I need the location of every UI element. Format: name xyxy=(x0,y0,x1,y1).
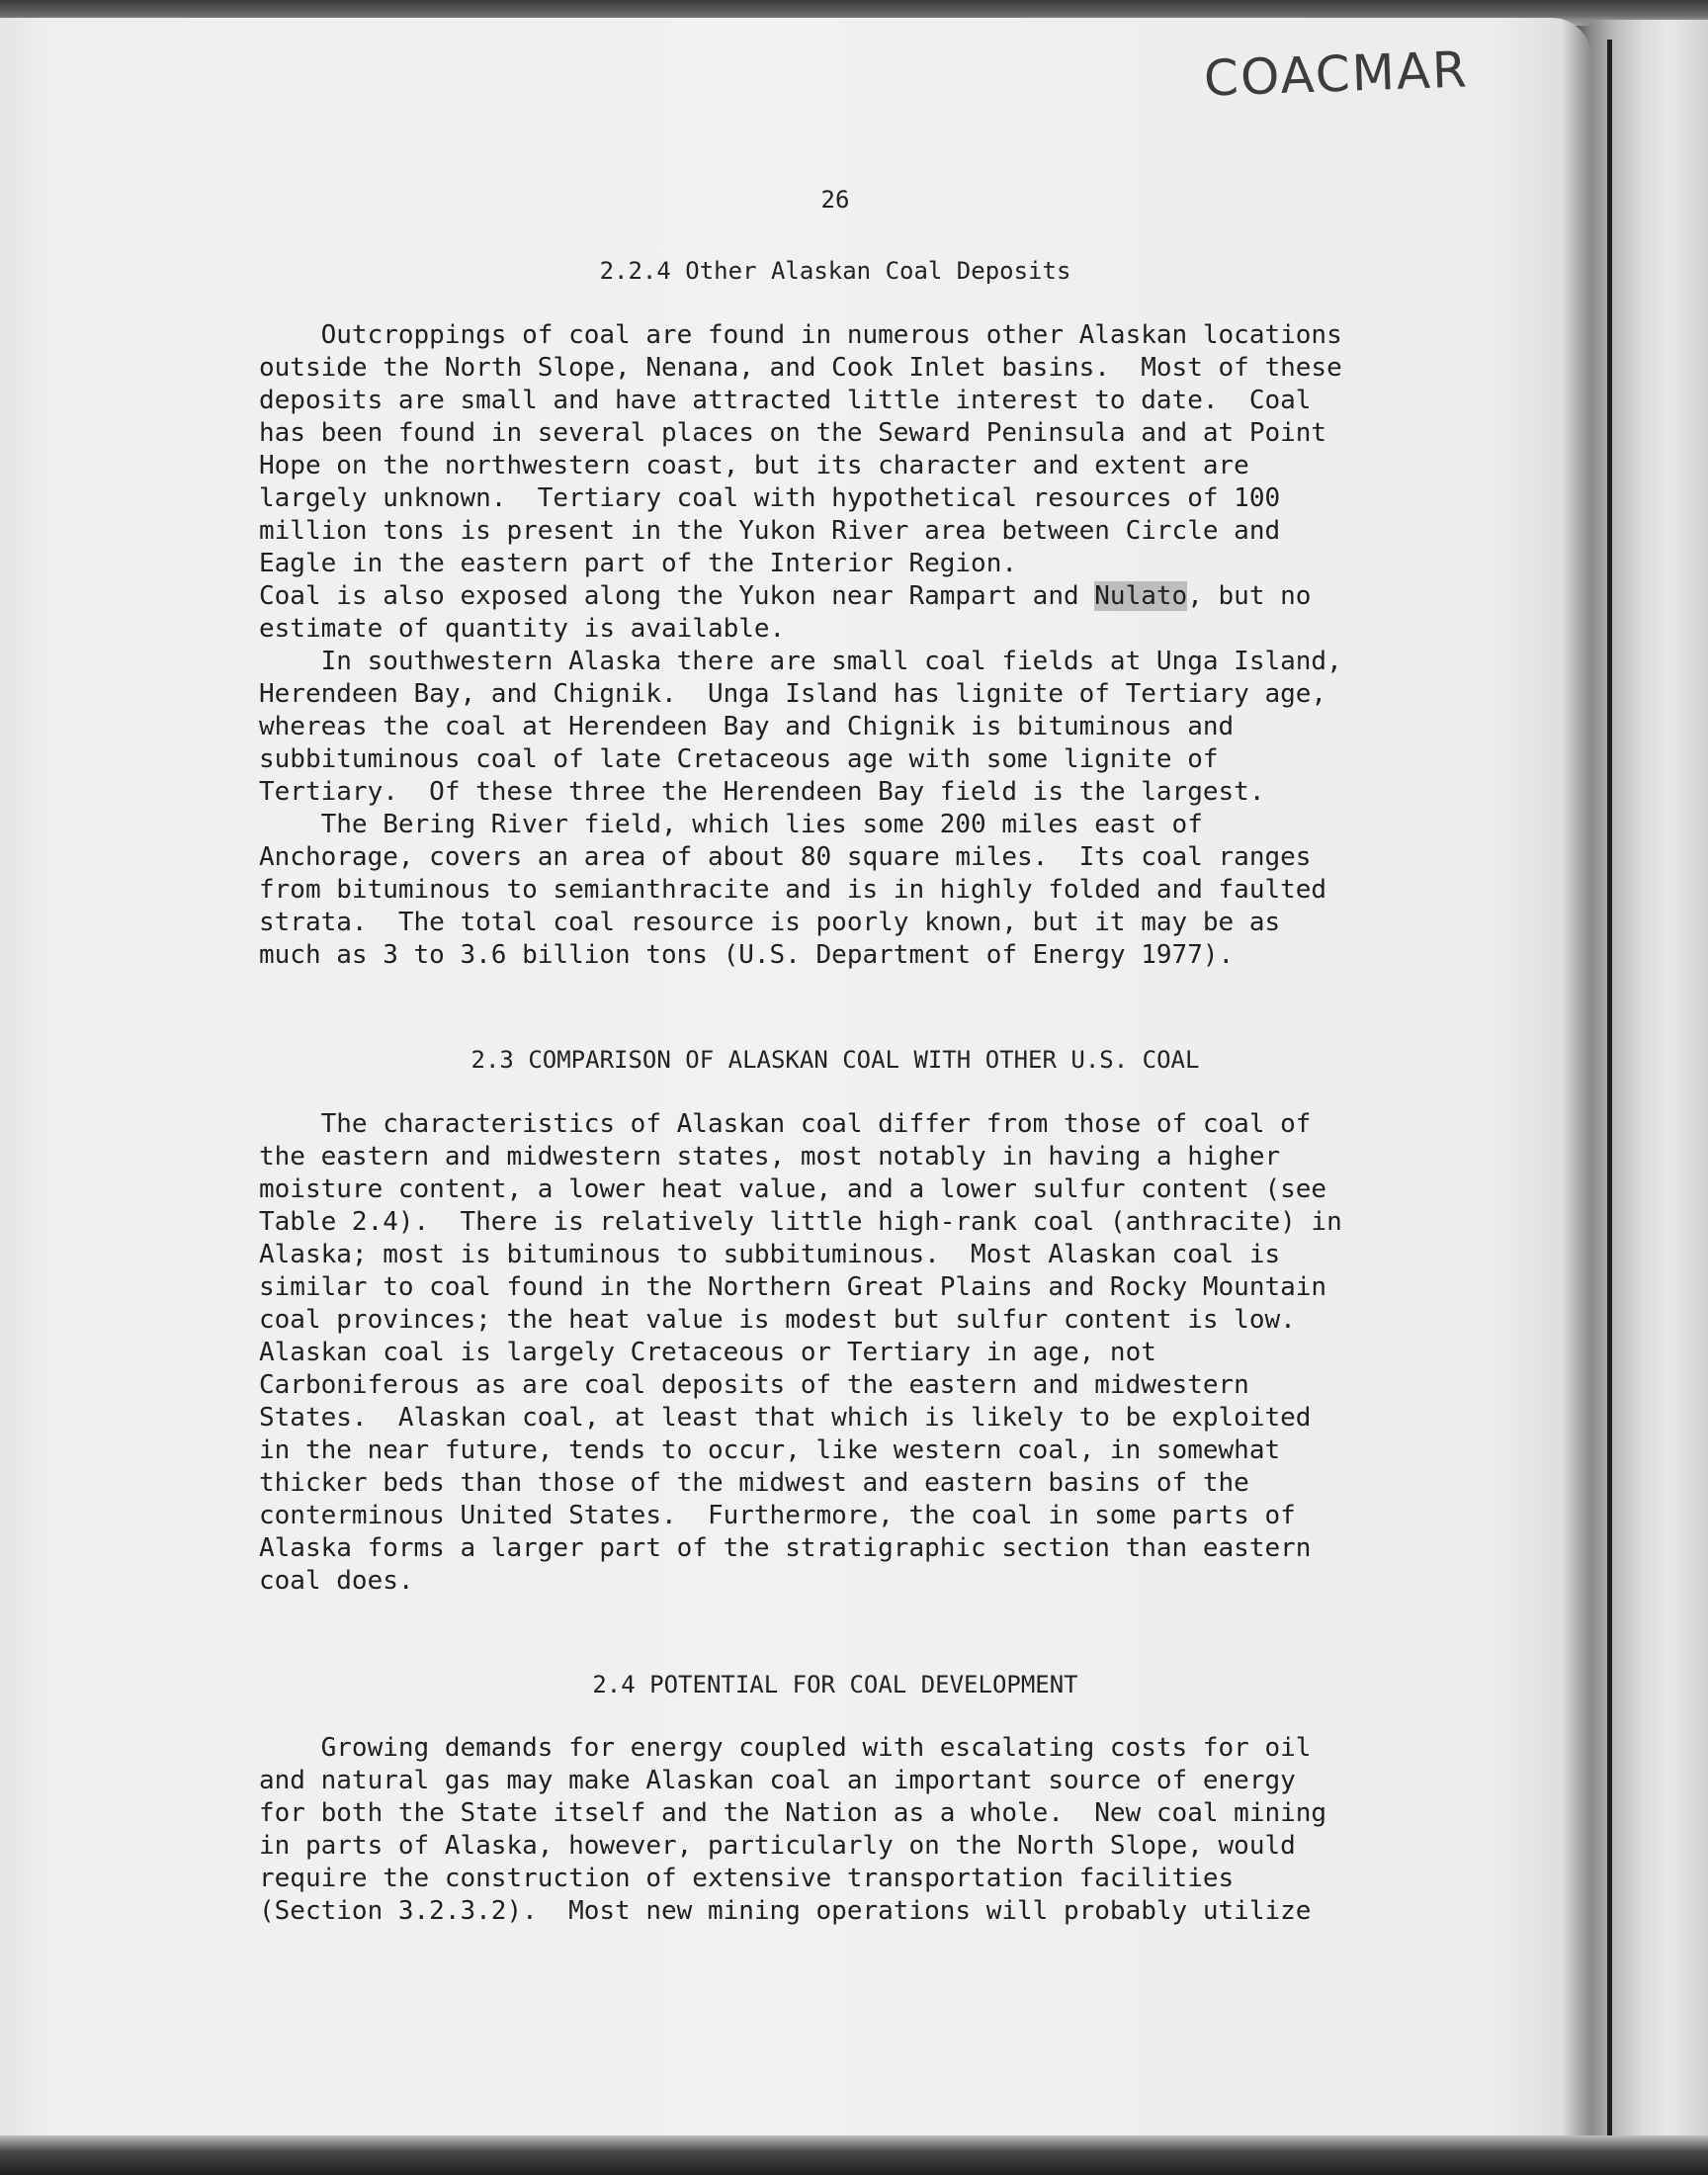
text-line: from bituminous to semianthracite and is in highly folded and faulted xyxy=(259,875,1327,905)
text-line: Table 2.4). There is relatively little high-rank coal (anthracite) in xyxy=(259,1207,1342,1237)
text-line: million tons is present in the Yukon River area between Circle and xyxy=(259,516,1281,546)
text-line: has been found in several places on the Seward Peninsula and at Point xyxy=(259,418,1327,448)
text-line: In southwestern Alaska there are small coal fields at Unga Island, xyxy=(259,647,1342,676)
text-line: coal does. xyxy=(259,1566,414,1596)
text-line: the eastern and midwestern states, most notably in having a higher xyxy=(259,1142,1281,1172)
section-heading-potential: 2.4 POTENTIAL FOR COAL DEVELOPMENT xyxy=(592,1671,1078,1698)
text-line: much as 3 to 3.6 billion tons (U.S. Department of Energy 1977). xyxy=(259,940,1235,970)
text-line: in the near future, tends to occur, like western coal, in somewhat xyxy=(259,1436,1281,1465)
section-heading-other-deposits: 2.2.4 Other Alaskan Coal Deposits xyxy=(599,257,1071,285)
text-line: strata. The total coal resource is poorly known, but it may be as xyxy=(259,908,1281,937)
text-line-with-highlight xyxy=(259,580,1342,613)
text-line: The characteristics of Alaskan coal differ from those of coal of xyxy=(259,1109,1312,1139)
paragraph-block-comparison xyxy=(259,1108,1342,1598)
text-line: Anchorage, covers an area of about 80 square miles. Its coal ranges xyxy=(259,842,1312,872)
text-line: Alaska; most is bituminous to subbituminous. Most Alaskan coal is xyxy=(259,1240,1281,1269)
text-line: Hope on the northwestern coast, but its character and extent are xyxy=(259,451,1249,480)
text-line: whereas the coal at Herendeen Bay and Chignik is bituminous and xyxy=(259,712,1235,741)
page-curl-shadow xyxy=(1562,20,1708,2155)
bottom-scan-edge xyxy=(0,2135,1708,2175)
highlighted-word: Nulato xyxy=(1094,581,1188,611)
text-line: deposits are small and have attracted little interest to date. Coal xyxy=(259,386,1312,415)
page-number: 26 xyxy=(820,186,850,214)
text-line-start: Coal is also exposed along the Yukon near Rampart and xyxy=(259,581,1095,611)
paragraph-block-other-deposits xyxy=(259,319,1342,972)
text-line: estimate of quantity is available. xyxy=(259,614,786,644)
text-line: Herendeen Bay, and Chignik. Unga Island has lignite of Tertiary age, xyxy=(259,679,1327,709)
text-line: outside the North Slope, Nenana, and Cook Inlet basins. Most of these xyxy=(259,353,1342,383)
text-line: Tertiary. Of these three the Herendeen Bay field is the largest. xyxy=(259,777,1265,807)
text-line: subbituminous coal of late Cretaceous age with some lignite of xyxy=(259,744,1219,774)
text-line: coal provinces; the heat value is modest but sulfur content is low. xyxy=(259,1305,1296,1335)
text-line: and natural gas may make Alaskan coal an important source of energy xyxy=(259,1766,1296,1795)
text-line: Growing demands for energy coupled with escalating costs for oil xyxy=(259,1733,1312,1763)
text-line: Carboniferous as are coal deposits of the eastern and midwestern xyxy=(259,1370,1249,1400)
handwritten-annotation: COACMAR xyxy=(1203,41,1470,108)
text-line: The Bering River field, which lies some 200 miles east of xyxy=(259,810,1203,839)
text-line: Alaskan coal is largely Cretaceous or Tertiary in age, not xyxy=(259,1338,1156,1367)
paragraph-block-potential xyxy=(259,1732,1326,1928)
text-line: Outcroppings of coal are found in numerous other Alaskan locations xyxy=(259,320,1342,350)
text-line: States. Alaskan coal, at least that which is likely to be exploited xyxy=(259,1403,1312,1433)
text-line: largely unknown. Tertiary coal with hypothetical resources of 100 xyxy=(259,483,1281,513)
text-line: similar to coal found in the Northern Great Plains and Rocky Mountain xyxy=(259,1272,1327,1302)
text-line: Alaska forms a larger part of the stratigraphic section than eastern xyxy=(259,1533,1312,1563)
text-line: (Section 3.2.3.2). Most new mining operations will probably utilize xyxy=(259,1896,1312,1926)
section-heading-comparison: 2.3 COMPARISON OF ALASKAN COAL WITH OTHER U.S. COAL xyxy=(470,1046,1200,1074)
text-line-end: , but no xyxy=(1187,581,1312,611)
page-edge-line xyxy=(1607,40,1612,2135)
text-line: in parts of Alaska, however, particularly on the North Slope, would xyxy=(259,1831,1296,1861)
text-line: conterminous United States. Furthermore, the coal in some parts of xyxy=(259,1501,1296,1530)
text-line: for both the State itself and the Nation as a whole. New coal mining xyxy=(259,1798,1327,1828)
text-line: Eagle in the eastern part of the Interior Region. xyxy=(259,549,1018,578)
text-line: moisture content, a lower heat value, and a lower sulfur content (see xyxy=(259,1174,1327,1204)
text-line: require the construction of extensive transportation facilities xyxy=(259,1864,1235,1893)
text-line: thicker beds than those of the midwest and eastern basins of the xyxy=(259,1468,1249,1498)
